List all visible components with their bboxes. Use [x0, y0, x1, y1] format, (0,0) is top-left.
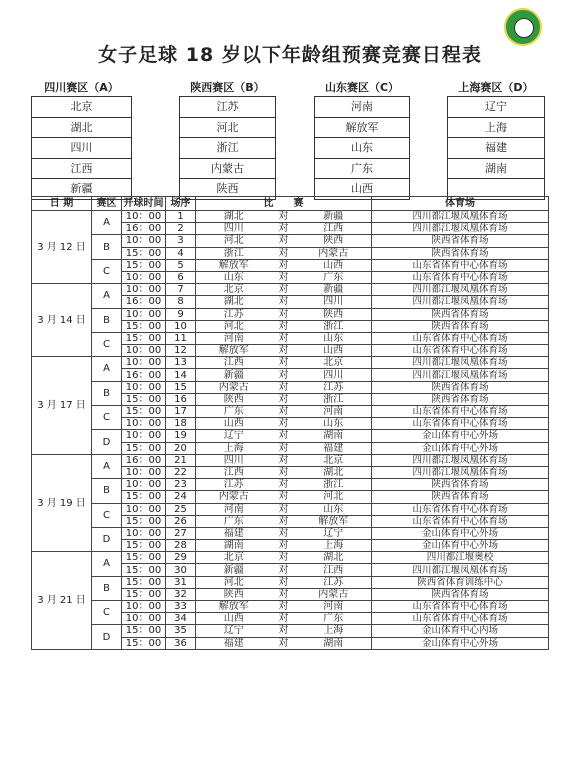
- group-name: 山东赛区（C）: [324, 81, 400, 94]
- table-row: [32, 576, 549, 588]
- versus-cell: 对: [272, 271, 296, 283]
- match-number-cell: 14: [166, 369, 196, 381]
- away-team-cell: 浙江: [296, 393, 372, 405]
- home-team-cell: 四川: [196, 454, 272, 466]
- table-row: [32, 625, 549, 637]
- home-team-cell: 河北: [196, 576, 272, 588]
- venue-cell: 山东省体育中心体育场: [372, 503, 549, 515]
- header-venue: 体育场: [372, 197, 549, 211]
- home-team-cell: 江西: [196, 466, 272, 478]
- match-number-cell: 20: [166, 442, 196, 454]
- versus-cell: 对: [272, 552, 296, 564]
- versus-cell: 对: [272, 491, 296, 503]
- home-team-cell: 江苏: [196, 308, 272, 320]
- match-number-cell: 4: [166, 247, 196, 259]
- venue-cell: 陕西省体育场: [372, 235, 549, 247]
- zone-cell: B: [92, 479, 122, 503]
- team-cell: 内蒙古: [180, 159, 275, 180]
- venue-cell: 陕西省体育场: [372, 491, 549, 503]
- match-number-cell: 24: [166, 491, 196, 503]
- kickoff-time-cell: 10：00: [122, 381, 166, 393]
- team-cell: 四川: [32, 138, 131, 159]
- away-team-cell: 山东: [296, 418, 372, 430]
- zone-cell: A: [92, 454, 122, 478]
- away-team-cell: 山东: [296, 332, 372, 344]
- zone-cell: B: [92, 308, 122, 332]
- versus-cell: 对: [272, 442, 296, 454]
- kickoff-time-cell: 15：00: [122, 393, 166, 405]
- match-number-cell: 21: [166, 454, 196, 466]
- match-number-cell: 25: [166, 503, 196, 515]
- team-cell: 陕西: [216, 182, 239, 195]
- match-number-cell: 31: [166, 576, 196, 588]
- venue-cell: 陕西省体育场: [372, 479, 549, 491]
- venue-cell: 陕西省体育场: [372, 308, 549, 320]
- match-number-cell: 35: [166, 625, 196, 637]
- team-cell: 广东: [315, 159, 409, 180]
- schedule-table: [31, 196, 549, 650]
- zone-cell: B: [92, 576, 122, 600]
- table-row: [32, 357, 549, 369]
- versus-cell: 对: [272, 503, 296, 515]
- group-name: 陕西赛区（B）: [190, 81, 265, 94]
- team-cell: 江苏: [180, 97, 275, 118]
- match-number-cell: 33: [166, 601, 196, 613]
- match-number-cell: 26: [166, 515, 196, 527]
- versus-cell: 对: [272, 637, 296, 649]
- match-number-cell: 3: [166, 235, 196, 247]
- home-team-cell: 解放军: [196, 345, 272, 357]
- versus-cell: 对: [272, 527, 296, 539]
- kickoff-time-cell: 10：00: [122, 613, 166, 625]
- venue-cell: 山东省体育中心体育场: [372, 332, 549, 344]
- away-team-cell: 湖南: [296, 430, 372, 442]
- home-team-cell: 山西: [196, 613, 272, 625]
- match-number-cell: 28: [166, 540, 196, 552]
- home-team-cell: 上海: [196, 442, 272, 454]
- team-cell: 湖南: [448, 159, 544, 180]
- team-cell: 山西: [351, 182, 373, 195]
- kickoff-time-cell: 10：00: [122, 527, 166, 539]
- home-team-cell: 山西: [196, 418, 272, 430]
- match-number-cell: 8: [166, 296, 196, 308]
- venue-cell: 四川都江堰凤凰体育场: [372, 564, 549, 576]
- match-number-cell: 36: [166, 637, 196, 649]
- away-team-cell: 内蒙古: [296, 588, 372, 600]
- team-cell: 湖北: [32, 118, 131, 139]
- table-row: [32, 503, 549, 515]
- match-number-cell: 1: [166, 211, 196, 223]
- venue-cell: 金山体育中心外场: [372, 442, 549, 454]
- versus-cell: 对: [272, 320, 296, 332]
- versus-cell: 对: [272, 613, 296, 625]
- zone-cell: D: [92, 430, 122, 454]
- match-number-cell: 9: [166, 308, 196, 320]
- kickoff-time-cell: 15：00: [122, 515, 166, 527]
- away-team-cell: 山东: [296, 503, 372, 515]
- away-team-cell: 新疆: [296, 211, 372, 223]
- match-number-cell: 7: [166, 284, 196, 296]
- venue-cell: 四川都江堰奥校: [372, 552, 549, 564]
- home-team-cell: 陕西: [196, 393, 272, 405]
- venue-cell: 四川都江堰凤凰体育场: [372, 454, 549, 466]
- versus-cell: 对: [272, 284, 296, 296]
- date-cell: 3 月 19 日: [32, 454, 92, 552]
- venue-cell: 山东省体育中心体育场: [372, 515, 549, 527]
- away-team-cell: 广东: [296, 613, 372, 625]
- away-team-cell: 陕西: [296, 235, 372, 247]
- kickoff-time-cell: 10：00: [122, 308, 166, 320]
- kickoff-time-cell: 16：00: [122, 223, 166, 235]
- match-number-cell: 6: [166, 271, 196, 283]
- home-team-cell: 内蒙古: [196, 491, 272, 503]
- versus-cell: 对: [272, 454, 296, 466]
- home-team-cell: 江西: [196, 357, 272, 369]
- team-list: [31, 96, 132, 200]
- away-team-cell: 山西: [296, 259, 372, 271]
- match-number-cell: 17: [166, 406, 196, 418]
- venue-cell: 山东省体育中心体育场: [372, 271, 549, 283]
- match-number-cell: 12: [166, 345, 196, 357]
- group-b: [179, 80, 276, 200]
- away-team-cell: 河南: [296, 601, 372, 613]
- venue-cell: 金山体育中心外场: [372, 430, 549, 442]
- team-cell: 江西: [32, 159, 131, 180]
- kickoff-time-cell: 16：00: [122, 369, 166, 381]
- group-d: [447, 80, 545, 200]
- away-team-cell: 湖北: [296, 552, 372, 564]
- away-team-cell: 湖北: [296, 466, 372, 478]
- header-match-no: 场序: [166, 197, 196, 211]
- team-list: [447, 96, 545, 200]
- versus-cell: 对: [272, 588, 296, 600]
- versus-cell: 对: [272, 296, 296, 308]
- kickoff-time-cell: 15：00: [122, 540, 166, 552]
- zone-cell: C: [92, 259, 122, 283]
- away-team-cell: 内蒙古: [296, 247, 372, 259]
- date-cell: 3 月 21 日: [32, 552, 92, 650]
- away-team-cell: 陕西: [296, 308, 372, 320]
- versus-cell: 对: [272, 393, 296, 405]
- versus-cell: 对: [272, 406, 296, 418]
- match-number-cell: 19: [166, 430, 196, 442]
- match-number-cell: 27: [166, 527, 196, 539]
- kickoff-time-cell: 15：00: [122, 637, 166, 649]
- home-team-cell: 辽宁: [196, 430, 272, 442]
- kickoff-time-cell: 15：00: [122, 625, 166, 637]
- away-team-cell: 四川: [296, 296, 372, 308]
- match-number-cell: 18: [166, 418, 196, 430]
- header-zone: 赛区: [92, 197, 122, 211]
- match-number-cell: 30: [166, 564, 196, 576]
- kickoff-time-cell: 15：00: [122, 564, 166, 576]
- venue-cell: 金山体育中心外场: [372, 540, 549, 552]
- kickoff-time-cell: 10：00: [122, 503, 166, 515]
- zone-cell: A: [92, 284, 122, 308]
- zone-cell: A: [92, 211, 122, 235]
- away-team-cell: 江苏: [296, 381, 372, 393]
- match-number-cell: 10: [166, 320, 196, 332]
- team-cell: 北京: [32, 97, 131, 118]
- venue-cell: 四川都江堰凤凰体育场: [372, 466, 549, 478]
- table-row: [32, 332, 549, 344]
- home-team-cell: 新疆: [196, 564, 272, 576]
- table-row: [32, 552, 549, 564]
- versus-cell: 对: [272, 235, 296, 247]
- match-number-cell: 23: [166, 479, 196, 491]
- venue-cell: 金山体育中心外场: [372, 637, 549, 649]
- kickoff-time-cell: 15：00: [122, 491, 166, 503]
- away-team-cell: 上海: [296, 625, 372, 637]
- home-team-cell: 山东: [196, 271, 272, 283]
- venue-cell: 山东省体育中心体育场: [372, 601, 549, 613]
- header-row: [32, 197, 549, 211]
- table-row: [32, 259, 549, 271]
- home-team-cell: 河北: [196, 320, 272, 332]
- versus-cell: 对: [272, 564, 296, 576]
- venue-cell: 金山体育中心外场: [372, 527, 549, 539]
- match-number-cell: 13: [166, 357, 196, 369]
- kickoff-time-cell: 10：00: [122, 466, 166, 478]
- match-number-cell: 11: [166, 332, 196, 344]
- zone-cell: B: [92, 235, 122, 259]
- table-row: [32, 406, 549, 418]
- venue-cell: 山东省体育中心体育场: [372, 259, 549, 271]
- kickoff-time-cell: 16：00: [122, 454, 166, 466]
- away-team-cell: 湖南: [296, 637, 372, 649]
- away-team-cell: 浙江: [296, 320, 372, 332]
- venue-cell: 陕西省体育训练中心: [372, 576, 549, 588]
- kickoff-time-cell: 10：00: [122, 357, 166, 369]
- table-row: [32, 527, 549, 539]
- table-row: [32, 284, 549, 296]
- venue-cell: 山东省体育中心体育场: [372, 418, 549, 430]
- zone-cell: C: [92, 503, 122, 527]
- match-number-cell: 34: [166, 613, 196, 625]
- kickoff-time-cell: 10：00: [122, 418, 166, 430]
- group-name: 上海赛区（D）: [458, 81, 534, 94]
- kickoff-time-cell: 10：00: [122, 479, 166, 491]
- team-cell: 辽宁: [448, 97, 544, 118]
- away-team-cell: 河北: [296, 491, 372, 503]
- venue-cell: 四川都江堰凤凰体育场: [372, 369, 549, 381]
- group-name: 四川赛区（A）: [44, 81, 119, 94]
- table-row: [32, 211, 549, 223]
- home-team-cell: 解放军: [196, 601, 272, 613]
- home-team-cell: 辽宁: [196, 625, 272, 637]
- match-number-cell: 5: [166, 259, 196, 271]
- match-number-cell: 15: [166, 381, 196, 393]
- versus-cell: 对: [272, 418, 296, 430]
- kickoff-time-cell: 10：00: [122, 284, 166, 296]
- team-cell: 河北: [180, 118, 275, 139]
- versus-cell: 对: [272, 625, 296, 637]
- home-team-cell: 广东: [196, 515, 272, 527]
- match-number-cell: 29: [166, 552, 196, 564]
- kickoff-time-cell: 10：00: [122, 235, 166, 247]
- versus-cell: 对: [272, 381, 296, 393]
- away-team-cell: 广东: [296, 271, 372, 283]
- home-team-cell: 湖北: [196, 211, 272, 223]
- match-number-cell: 22: [166, 466, 196, 478]
- header-match: 比 赛: [196, 197, 372, 211]
- venue-cell: 四川都江堰凤凰体育场: [372, 296, 549, 308]
- kickoff-time-cell: 15：00: [122, 247, 166, 259]
- versus-cell: 对: [272, 259, 296, 271]
- kickoff-time-cell: 15：00: [122, 332, 166, 344]
- versus-cell: 对: [272, 345, 296, 357]
- home-team-cell: 福建: [196, 637, 272, 649]
- venue-cell: 金山体育中心内场: [372, 625, 549, 637]
- table-row: [32, 235, 549, 247]
- away-team-cell: 河南: [296, 406, 372, 418]
- header-time: 开球时间: [123, 198, 164, 209]
- kickoff-time-cell: 15：00: [122, 576, 166, 588]
- away-team-cell: 解放军: [296, 515, 372, 527]
- home-team-cell: 江苏: [196, 479, 272, 491]
- venue-cell: 陕西省体育场: [372, 381, 549, 393]
- away-team-cell: 福建: [296, 442, 372, 454]
- kickoff-time-cell: 15：00: [122, 259, 166, 271]
- versus-cell: 对: [272, 479, 296, 491]
- team-cell: 解放军: [315, 118, 409, 139]
- schedule-body: [32, 211, 549, 650]
- zone-cell: B: [92, 381, 122, 405]
- home-team-cell: 浙江: [196, 247, 272, 259]
- versus-cell: 对: [272, 430, 296, 442]
- venue-cell: 山东省体育中心体育场: [372, 345, 549, 357]
- kickoff-time-cell: 10：00: [122, 601, 166, 613]
- home-team-cell: 湖北: [196, 296, 272, 308]
- kickoff-time-cell: 10：00: [122, 430, 166, 442]
- team-cell: 上海: [448, 118, 544, 139]
- versus-cell: 对: [272, 601, 296, 613]
- away-team-cell: 四川: [296, 369, 372, 381]
- venue-cell: 陕西省体育场: [372, 320, 549, 332]
- versus-cell: 对: [272, 357, 296, 369]
- zone-cell: A: [92, 552, 122, 576]
- date-cell: 3 月 17 日: [32, 357, 92, 455]
- home-team-cell: 湖南: [196, 540, 272, 552]
- table-row: [32, 601, 549, 613]
- versus-cell: 对: [272, 515, 296, 527]
- home-team-cell: 河南: [196, 503, 272, 515]
- team-cell: 新疆: [70, 182, 93, 195]
- home-team-cell: 解放军: [196, 259, 272, 271]
- kickoff-time-cell: 10：00: [122, 345, 166, 357]
- zone-cell: C: [92, 332, 122, 356]
- table-row: [32, 308, 549, 320]
- away-team-cell: 新疆: [296, 284, 372, 296]
- match-number-cell: 16: [166, 393, 196, 405]
- table-row: [32, 430, 549, 442]
- venue-cell: 山东省体育中心体育场: [372, 406, 549, 418]
- date-cell: 3 月 12 日: [32, 211, 92, 284]
- home-team-cell: 广东: [196, 406, 272, 418]
- header-date: 日 期: [32, 197, 92, 211]
- away-team-cell: 江苏: [296, 576, 372, 588]
- team-list: [314, 96, 410, 200]
- zone-cell: C: [92, 601, 122, 625]
- versus-cell: 对: [272, 308, 296, 320]
- kickoff-time-cell: 10：00: [122, 271, 166, 283]
- home-team-cell: 新疆: [196, 369, 272, 381]
- zone-cell: D: [92, 527, 122, 551]
- zone-cell: D: [92, 625, 122, 649]
- versus-cell: 对: [272, 223, 296, 235]
- home-team-cell: 陕西: [196, 588, 272, 600]
- home-team-cell: 北京: [196, 284, 272, 296]
- group-c: [314, 80, 410, 200]
- venue-cell: 陕西省体育场: [372, 393, 549, 405]
- away-team-cell: 辽宁: [296, 527, 372, 539]
- home-team-cell: 福建: [196, 527, 272, 539]
- versus-cell: 对: [272, 369, 296, 381]
- versus-cell: 对: [272, 540, 296, 552]
- versus-cell: 对: [272, 576, 296, 588]
- away-team-cell: 江西: [296, 564, 372, 576]
- away-team-cell: 江西: [296, 223, 372, 235]
- venue-cell: 陕西省体育场: [372, 588, 549, 600]
- away-team-cell: 北京: [296, 454, 372, 466]
- team-cell: 河南: [315, 97, 409, 118]
- kickoff-time-cell: 15：00: [122, 406, 166, 418]
- versus-cell: 对: [272, 211, 296, 223]
- venue-cell: 山东省体育中心体育场: [372, 613, 549, 625]
- team-cell: 浙江: [180, 138, 275, 159]
- team-list: [179, 96, 276, 200]
- home-team-cell: 河南: [196, 332, 272, 344]
- kickoff-time-cell: 15：00: [122, 552, 166, 564]
- venue-cell: 四川都江堰凤凰体育场: [372, 357, 549, 369]
- table-row: [32, 454, 549, 466]
- versus-cell: 对: [272, 247, 296, 259]
- zone-cell: A: [92, 357, 122, 381]
- home-team-cell: 内蒙古: [196, 381, 272, 393]
- venue-cell: 四川都江堰凤凰体育场: [372, 211, 549, 223]
- home-team-cell: 北京: [196, 552, 272, 564]
- away-team-cell: 上海: [296, 540, 372, 552]
- versus-cell: 对: [272, 332, 296, 344]
- team-cell: 福建: [448, 138, 544, 159]
- page-title: 女子足球 18 岁以下年龄组预赛竞赛日程表: [98, 44, 482, 66]
- venue-cell: 陕西省体育场: [372, 247, 549, 259]
- kickoff-time-cell: 15：00: [122, 320, 166, 332]
- date-cell: 3 月 14 日: [32, 284, 92, 357]
- team-cell: 山东: [315, 138, 409, 159]
- group-a: [31, 80, 132, 200]
- kickoff-time-cell: 15：00: [122, 588, 166, 600]
- venue-cell: 四川都江堰凤凰体育场: [372, 284, 549, 296]
- home-team-cell: 河北: [196, 235, 272, 247]
- kickoff-time-cell: 16：00: [122, 296, 166, 308]
- versus-cell: 对: [272, 466, 296, 478]
- kickoff-time-cell: 15：00: [122, 442, 166, 454]
- home-team-cell: 四川: [196, 223, 272, 235]
- away-team-cell: 浙江: [296, 479, 372, 491]
- away-team-cell: 山西: [296, 345, 372, 357]
- kickoff-time-cell: 10：00: [122, 211, 166, 223]
- match-number-cell: 32: [166, 588, 196, 600]
- venue-cell: 四川都江堰凤凰体育场: [372, 223, 549, 235]
- table-row: [32, 479, 549, 491]
- match-number-cell: 2: [166, 223, 196, 235]
- away-team-cell: 北京: [296, 357, 372, 369]
- table-row: [32, 381, 549, 393]
- zone-cell: C: [92, 406, 122, 430]
